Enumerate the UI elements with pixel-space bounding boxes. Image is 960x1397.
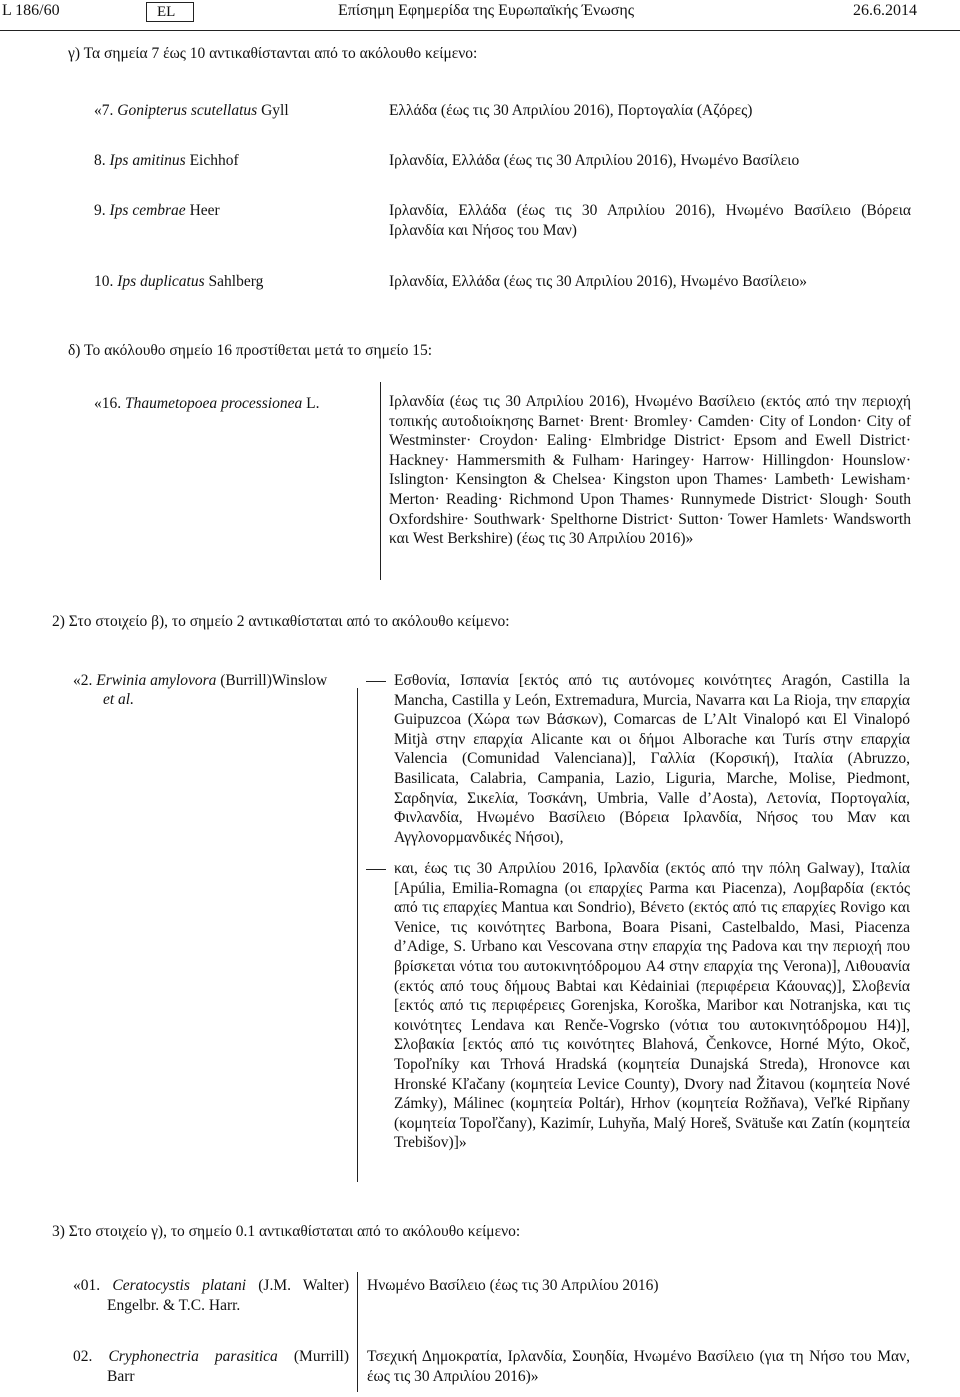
list-item-text: Εσθονία, Ισπανία [εκτός από τις αυτόνομες κοινότητες Aragón, Castilla la Mancha, Castilla y León, Extremadura, Murcia, Navarra και La Rioja, την επαρχία Guipuzcoa (Χώρα των Βάσκων), Comarcas de L’Alt Vinalopó και El Vinalopó Mitjà στην επαρχία Alicante και οι δήμοι Alborache και Turís στην επαρχία Valencia (Comunidad Valenciana)], Γαλλία (Κορσική), Ιταλία (Abruzzo, Basilicata, Calabria, Campania, Lazio, Liguria, Marche, Molise, Piedmont, Σαρδηνία, Σικελία, Τοσκάνη, Umbria, Valle d’Aosta), Λετονία, Πορτογαλία, Φινλανδία, Ηνωμένο Βασίλειο (Βόρεια Ιρλανδία, Νήσος του Μαν και Αγγλονορμανδικές Νήσοι),: [394, 672, 910, 846]
column-divider: [357, 1272, 358, 1392]
list-item: 8. Ips amitinus Eichhof: [94, 152, 239, 169]
list-item-text: Τσεχική Δημοκρατία, Ιρλανδία, Σουηδία, Ηνωμένο Βασίλειο (για τη Νήσο του Μαν, έως τις 30 Απριλίου 2016)»: [367, 1348, 910, 1385]
section-d-intro: δ) Το ακόλουθο σημείο 16 προστίθεται μετά το σημείο 15:: [68, 342, 433, 359]
list-item: «16. Thaumetopoea processionea L.: [94, 395, 320, 412]
section-3-intro: 3) Στο στοιχείο γ), το σημείο 0.1 αντικαθίσταται από το ακόλουθο κείμενο:: [52, 1223, 521, 1240]
list-item-text: Ελλάδα (έως τις 30 Απριλίου 2016), Πορτογαλία (Αζόρες): [389, 102, 753, 119]
list-item-text: Ιρλανδία, Ελλάδα (έως τις 30 Απριλίου 2016), Ηνωμένο Βασίλειο»: [389, 273, 807, 290]
page-number: L 186/60: [2, 2, 60, 19]
list-item-text: Ιρλανδία, Ελλάδα (έως τις 30 Απριλίου 2016), Ηνωμένο Βασίλειο: [389, 152, 800, 169]
list-item: 02. Cryphonectria parasitica (Murrill): [73, 1348, 349, 1365]
list-item: 10. Ips duplicatus Sahlberg: [94, 273, 264, 290]
column-divider: [380, 382, 381, 580]
list-item: «2. Erwinia amylovora (Burrill)Winslow: [73, 672, 328, 689]
column-divider: [357, 688, 358, 1182]
species-name-cont: et al.: [103, 691, 134, 708]
journal-title: Επίσημη Εφημερίδα της Ευρωπαϊκής Ένωσης: [338, 2, 635, 19]
list-item: «01. Ceratocystis platani (J.M. Walter): [73, 1277, 350, 1294]
list-item: 9. Ips cembrae Heer: [94, 202, 220, 219]
section-2-intro: 2) Στο στοιχείο β), το σημείο 2 αντικαθίσταται από το ακόλουθο κείμενο:: [52, 613, 510, 630]
bullet-dash: [366, 869, 386, 870]
list-item-text: Ιρλανδία (έως τις 30 Απριλίου 2016), Ηνωμένο Βασίλειο (εκτός από την περιοχή τοπικής αυτοδιοίκησης Barnet· Brent· Bromley· Camden· City of London· City of Westminster· Croydon· Ealing· Elmbridge District· Epsom and Ewell District· Hackney· Hammersmith & Fulham· Haringey· Harrow· Hillingdon· Hounslow· Islington· Kensington & Chelsea· Kingston upon Thames· Lambeth· Lewisham· Merton· Reading· Richmond Upon Thames· Runnymede District· Slough· South Oxfordshire· Southwark· Spelthorne District· Sutton· Tower Hamlets· Wandsworth και West Berkshire) (έως τις 30 Απριλίου 2016)»: [389, 393, 911, 548]
author-cont: Barr: [107, 1368, 135, 1385]
section-g-intro: γ) Τα σημεία 7 έως 10 αντικαθίστανται από το ακόλουθο κείμενο:: [68, 45, 478, 62]
list-item-text: και, έως τις 30 Απριλίου 2016, Ιρλανδία (εκτός από την πόλη Galway), Ιταλία [Apúlia, Emilia-Romagna (οι επαρχίες Parma και Piacenza), Λομβαρδία (εκτός από τις επαρχίες Mantua και Sondrio), Βένετο (εκτός από τις επαρχίες Rovigo και Venice, τις κοινότητες Barbona, Boara Pisani, Castelbaldo, Masi, Piacenza d’Adige, S. Urbano και Vescovana στην επαρχία της Padova και την περιοχή που βρίσκεται νότια του αυτοκινητόδρομου A4 στην επαρχία της Verona)], Λιθουανία (εκτός από τους δήμους Babtai και Kėdainiai (περιφέρεια Κάουνας)], Σλοβενία [εκτός από τις περιφέρειες Gorenjska, Koroška, Maribor και Notranjska, και τις κοινότητες Lendava και Renče-Vogrsko (νότια του αυτοκινητόδρομου H4)], Σλοβακία [εκτός από τις κοινότητες Blahová, Čenkovce, Horné Mýto, Okoč, Topoľníky και Trhová Hradská (κομητεία Dunajská Streda), Hronovce και Hronské Kľačany (κομητεία Levice County), Dvory nad Žitavou (κομητεία Nové Zámky), Málinec (κομητεία Poltár), Hrhov (κομητεία Rožňava), Veľké Ripňany (κομητεία Topoľčany), Kazimír, Luhyňa, Malý Horeš, Svätuše και Zatín (κομητεία Trebišov)]»: [394, 860, 910, 1152]
language-box: EL: [146, 2, 194, 22]
author-cont: Engelbr. & T.C. Harr.: [107, 1297, 241, 1314]
page-header: [0, 0, 960, 31]
list-item-text: Ηνωμένο Βασίλειο (έως τις 30 Απριλίου 2016): [367, 1277, 659, 1294]
list-item-text: Ιρλανδία, Ελλάδα (έως τις 30 Απριλίου 2016), Ηνωμένο Βασίλειο (Βόρεια Ιρλανδία και Νήσος του Μαν): [389, 202, 911, 239]
issue-date: 26.6.2014: [853, 2, 917, 19]
list-item: «7. Gonipterus scutellatus Gyll: [94, 102, 289, 119]
bullet-dash: [366, 681, 386, 682]
